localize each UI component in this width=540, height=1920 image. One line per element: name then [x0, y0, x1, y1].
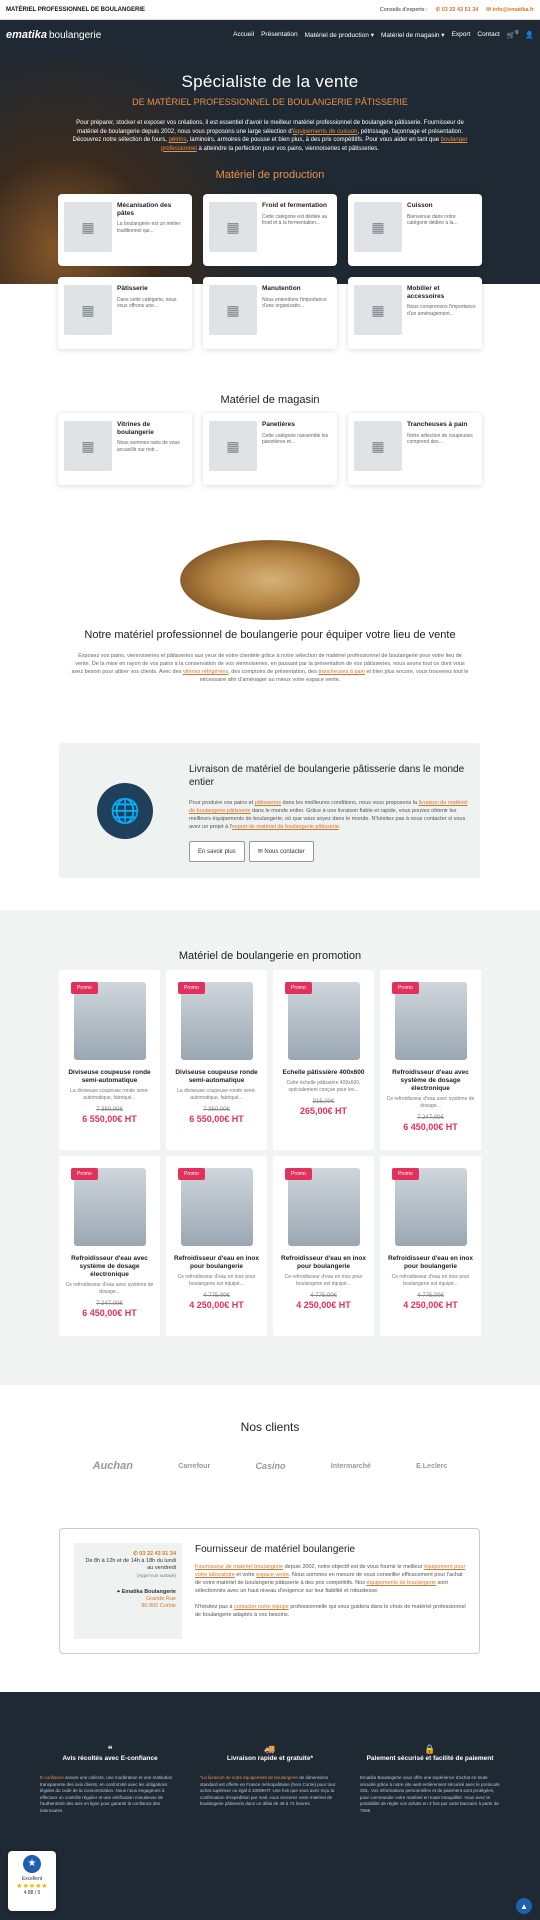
footer-col-payment: 🔒 Paiement sécurisé et facilité de paiement Ematika Boulangerie vous offre une expérience d'achat en toute sécurité grâce à notre site web entièrement sécurisé avec le protocole SSL. Vos informations personnelles et de paiement sont protégées, pour commander votre matériel en toute tranquillité. Vous avez la possibilité de régler vos achats en 3 fois par carte bancaire à partir de 750€. [360, 1744, 500, 1813]
link-espace-vente[interactable]: espace vente [256, 1572, 289, 1578]
product-desc: La diviseuse coupeuse ronde semi-automatique, fabriqué... [177, 1088, 256, 1101]
product-name: Refroidisseur d'eau en inox pour boulangerie [281, 1255, 366, 1270]
link-contacter[interactable]: contacter notre équipe [233, 1604, 289, 1610]
location-icon: ⌖ [116, 1589, 122, 1595]
category-image: ▦ [354, 285, 402, 335]
site-logo[interactable]: ematika boulangerie [6, 29, 102, 41]
category-image: ▦ [64, 421, 112, 471]
experts-label: Conseils d'experts : [379, 6, 428, 13]
contact-info [380, 7, 534, 13]
casino-logo: Casino [255, 1461, 286, 1471]
promo-badge: Promo [178, 1168, 205, 1180]
product-name: Echelle pâtissière 400x600 [282, 1069, 365, 1076]
phone-icon: ✆ [133, 1551, 140, 1557]
arrow-up-icon: ▲ [520, 1901, 528, 1911]
email-link[interactable]: ✉ info@ematika.fr [486, 6, 534, 13]
hero-text: Pour préparer, stocker et exposer vos créations, il est essentiel d'avoir le meilleur matériel professionnel de boulangerie pâtisserie. Fournisseur de matériel de boulangerie depuis 2002, nous vous proposons une large sélection d'équipements de cuisson, pétrissage, façonnage et présentation. Découvrez notre sélection de fours, pétrins, laminoirs, armoires de pousse et bien plus, à des prix compétitifs. Pour vous aider en tant que boulanger professionnel à atteindre la perfection pour vos pains, viennoiseries et pâtisseries. [72, 120, 468, 152]
nav-contact[interactable]: Contact [477, 31, 500, 39]
old-price: 4 775,00€ [417, 1293, 444, 1299]
product-card[interactable] [273, 970, 374, 1150]
old-price: 4 775,00€ [203, 1293, 230, 1299]
nav-accueil[interactable]: Accueil [233, 31, 255, 39]
phone-icon: ✆ [435, 6, 442, 13]
fournisseur-title: Fournisseur de matériel boulangerie [195, 1544, 356, 1555]
new-price: 4 250,00€ HT [296, 1300, 351, 1310]
cart-count: 0 [515, 30, 519, 37]
production-title: Matériel de production [215, 169, 325, 181]
site-tagline: MATÉRIEL PROFESSIONNEL DE BOULANGERIE [6, 6, 146, 13]
contact-box [74, 1543, 182, 1639]
call-note: (Appel non surtaxé) [136, 1573, 176, 1578]
product-name: Diviseuse coupeuse ronde semi-automatique [68, 1069, 151, 1084]
nav-production[interactable]: Matériel de production ▾ [304, 31, 374, 39]
product-name: Refroidisseur d'eau avec système de dosage électronique [71, 1255, 148, 1278]
link-fournisseur[interactable]: Fournisseur de matériel boulangerie [195, 1564, 284, 1570]
phone-link[interactable]: ✆ 03 22 43 51 34 [435, 6, 479, 13]
stars-icon: ★★★★★ [16, 1883, 48, 1890]
promo-products [59, 970, 481, 1336]
lock-icon: 🔒 [424, 1744, 436, 1754]
auchan-logo: Auchan [92, 1460, 133, 1472]
intermarche-logo: Intermarché [330, 1462, 371, 1470]
product-desc: Ce refroidisseur d'eau avec système de dosage... [386, 1096, 475, 1109]
category-card[interactable]: ▦ Froid et fermentation Cette catégorie est dédiée au froid et à la fermentation... [203, 194, 337, 266]
category-card[interactable]: ▦ Manutention Nous entendons l'importance d'une organisatio... [203, 277, 337, 349]
opening-hours: De 8h à 12h et de 14h à 18h du lundi au vendredi [85, 1558, 176, 1571]
bread-image [180, 540, 360, 620]
product-card[interactable] [166, 1156, 267, 1336]
fournisseur-section [59, 1528, 480, 1654]
equip-section [70, 628, 470, 684]
link-equipements[interactable]: équipements de boulangerie [366, 1580, 436, 1586]
client-logos [70, 1460, 470, 1472]
production-cards [58, 194, 482, 349]
livraison-text: Pour produire vos pains et pâtisseries dans les meilleures conditions, nous vous proposons la livraison de matériel de boulangerie pâtisserie dans le monde entier. Grâce à une livraison fiable et rapide, vous pouvez obtenir les meilleurs équipements de boulangerie, où que vous soyez dans le monde. N'hésitez pas à nous contacter si vous avez un projet à l'export de matériel de boulangerie pâtisserie. [189, 800, 468, 830]
category-image: ▦ [354, 421, 402, 471]
new-price: 6 550,00€ HT [189, 1114, 244, 1124]
product-name: Refroidisseur d'eau en inox pour boulangerie [388, 1255, 473, 1270]
promo-badge: Promo [285, 982, 312, 994]
nav-magasin[interactable]: Matériel de magasin ▾ [380, 31, 445, 39]
equip-text: Exposez vos pains, viennoiseries et pâtisseries aux yeux de votre clientèle grâce à notre sélection de matériel professionnel de boulangerie pour votre lieu de vente. De la mise en rayon de vos pains à la conservation de vos viennoiseries, en passant par la présentation de vos pâtisseries, nous avons tout ce dont vous avez besoin pour attirer vos clients. Avec des vitrines réfrigérées, des comptoirs de présentation, des trancheuses à pain et bien plus encore, vous trouverez tout le nécessaire afin d'aménager au mieux votre espace vente. [71, 653, 469, 683]
badge-label: Excellent [21, 1876, 43, 1882]
magasin-title: Matériel de magasin [220, 394, 320, 406]
product-card[interactable] [59, 970, 160, 1150]
nav-presentation[interactable]: Présentation [261, 31, 298, 39]
fournisseur-contact-text: N'hésitez pas à contacter notre équipe professionnelle qui vous guidera dans le choix de matériel professionnel de boulangerie adaptés à vos besoins. [195, 1604, 466, 1618]
badge-rating: 4.88 / 5 [23, 1890, 41, 1896]
new-price: 4 250,00€ HT [403, 1300, 458, 1310]
truck-icon: 🚚 [264, 1744, 276, 1754]
category-image: ▦ [209, 421, 257, 471]
link-trancheuses[interactable]: trancheuses à pain [318, 669, 365, 675]
link-petrins[interactable]: pétrins [168, 137, 187, 143]
product-desc: Cette échelle pâtissière 400x600, spécialement conçue pour les... [286, 1080, 361, 1093]
nav-export[interactable]: Export [451, 31, 471, 39]
product-desc: Ce refroidisseur d'eau en inox pour boulangerie est équipé... [177, 1274, 256, 1287]
link-export[interactable]: export de matériel de boulangerie pâtisserie [231, 824, 339, 830]
product-card[interactable] [273, 1156, 374, 1336]
new-price: 6 450,00€ HT [82, 1308, 137, 1318]
old-price: 7 247,00€ [417, 1115, 444, 1121]
company-name: ⌖ Ematika Boulangerie [116, 1589, 176, 1595]
category-image: ▦ [64, 202, 112, 252]
contact-button[interactable]: ✉ Nous contacter [249, 841, 314, 862]
contact-phone[interactable]: ✆ 03 22 43 51 34 [133, 1551, 176, 1557]
clients-title: Nos clients [240, 1420, 300, 1434]
mail-icon: ✉ [257, 849, 265, 855]
product-name: Refroidisseur d'eau en inox pour boulangerie [174, 1255, 259, 1270]
quote-icon: ❝ [107, 1744, 113, 1754]
clients-section [0, 1420, 540, 1472]
product-desc: Ce refroidisseur d'eau en inox pour boulangerie est équipé... [284, 1274, 363, 1287]
city: 80 800 Corbie [141, 1603, 176, 1609]
promo-badge: Promo [285, 1168, 312, 1180]
old-price: 4 775,00€ [310, 1293, 337, 1299]
delivery-globe-icon: 🌐 [97, 783, 153, 839]
main-navbar [0, 20, 540, 50]
fournisseur-content [195, 1544, 470, 1619]
promo-badge: Promo [71, 982, 98, 994]
category-card[interactable]: ▦ Cuisson Bienvenue dans notre catégorie dédiée à la... [348, 194, 482, 266]
hero-subtitle: DE MATÉRIEL PROFESSIONNEL DE BOULANGERIE PÂTISSERIE [132, 97, 408, 107]
promo-badge: Promo [71, 1168, 98, 1180]
category-card[interactable]: ▦ Trancheuses à pain Notre sélection de coupeuses comprend des... [348, 413, 482, 485]
category-card[interactable]: ▦ Mécanisation des pâtes La boulangerie est un métier traditionnel qui... [58, 194, 192, 266]
product-desc: Ce refroidisseur d'eau avec système de dosage... [65, 1282, 154, 1295]
product-card[interactable] [380, 970, 481, 1150]
hero-title: Spécialiste de la vente [181, 72, 359, 91]
footer [0, 1692, 540, 1920]
scroll-top-button[interactable] [516, 1898, 532, 1914]
top-bar [0, 0, 540, 20]
category-image: ▦ [64, 285, 112, 335]
livraison-section [59, 743, 480, 878]
old-price: 7 350,00€ [203, 1107, 230, 1113]
magasin-cards [58, 413, 482, 485]
product-card[interactable] [166, 970, 267, 1150]
link-laboratoire[interactable]: équipement pour votre laboratoire [195, 1564, 466, 1578]
product-desc: Ce refroidisseur d'eau en inox pour boulangerie est équipé... [391, 1274, 470, 1287]
link-vitrines[interactable]: vitrines réfrigérées [182, 669, 229, 675]
promo-badge: Promo [392, 982, 419, 994]
cart-icon[interactable]: 🛒$^0$ [506, 30, 519, 40]
fournisseur-text: Fournisseur de matériel boulangerie depuis 2002, notre objectif est de vous fournir le meilleur équipement pour votre laboratoire et votre espace vente. Nous sommes en mesure de vous conseiller efficacement pour l'achat de votre matériel de boulangerie pâtisserie à des prix compétitifs. Nos équipements de boulangerie sont sélectionnés avec un haut niveau d'exigence sur leur fiabilité et robustesse. [195, 1564, 466, 1594]
new-price: 265,00€ HT [299, 1106, 348, 1116]
mail-icon: ✉ [486, 6, 493, 13]
category-image: ▦ [209, 285, 257, 335]
account-icon[interactable]: 👤 [525, 31, 534, 39]
link-boulanger[interactable]: boulanger professionnel [161, 137, 468, 152]
old-price: 7 350,00€ [96, 1107, 123, 1113]
old-price: 315,00€ [312, 1099, 335, 1105]
old-price: 7 247,00€ [96, 1301, 123, 1307]
link-patisseries[interactable]: pâtisseries [254, 800, 282, 806]
category-card[interactable]: ▦ Pâtisserie Dans cette catégorie, nous vous offrons une... [58, 277, 192, 349]
link-livraison[interactable]: livraison de matériel de boulangerie pâtisserie [189, 800, 468, 814]
leclerc-logo: E.Leclerc [416, 1462, 448, 1470]
category-image: ▦ [209, 202, 257, 252]
livraison-title: Livraison de matériel de boulangerie pâtisserie dans le monde entier [189, 764, 465, 788]
street: Grande Rue [146, 1596, 176, 1602]
new-price: 6 450,00€ HT [403, 1122, 458, 1132]
econfiance-icon: ★ [23, 1855, 41, 1873]
equip-title: Notre matériel professionnel de boulangerie pour équiper votre lieu de vente [84, 629, 456, 641]
category-card[interactable]: ▦ Panetières Cette catégorie rassemble les panetières et... [203, 413, 337, 485]
more-button[interactable]: En savoir plus [189, 841, 245, 862]
category-card[interactable]: ▦ Vitrines de boulangerie Nous sommes ravis de vous accueillir sur notr... [58, 413, 192, 485]
new-price: 6 550,00€ HT [82, 1114, 137, 1124]
category-card[interactable]: ▦ Mobilier et accessoires Nous comprenons l'importance d'un aménagement... [348, 277, 482, 349]
footer-col-reviews: ❝ Avis récoltés avec E-confiance E-confiance assure une collecte, une modération et une restitution transparente des avis clients, en conformité avec les obligations légales du code de la consommation. Nous nous engageons à effectuer un contrôle régulier et une vérification minutieuse de l'authenticité des avis en ligne pour garantir la confiance des internautes. [40, 1744, 180, 1814]
review-badge[interactable] [8, 1851, 56, 1911]
new-price: 4 250,00€ HT [189, 1300, 244, 1310]
product-card[interactable] [59, 1156, 160, 1336]
product-desc: La diviseuse coupeuse ronde semi-automatique, fabriqué... [70, 1088, 149, 1101]
product-card[interactable] [380, 1156, 481, 1336]
product-name: Diviseuse coupeuse ronde semi-automatique [175, 1069, 258, 1084]
carrefour-logo: Carrefour [178, 1462, 211, 1470]
footer-col-delivery: 🚚 Livraison rapide et gratuite* *La livraison de votre équipement de boulangerie de dimensions standard est offerte en France métropolitaine (hors Corse) pour tout achat supérieur ou égal à 1000€HT. Une fois que vous avez reçu la confirmation d'expédition par mail, vous recevrez votre matériel de boulangerie pâtisserie dans un délai de 48 à 72 heures. [200, 1744, 340, 1814]
product-name: Refroidisseur d'eau avec système de dosage électronique [392, 1069, 469, 1092]
link-cuisson[interactable]: équipements de cuisson [292, 128, 358, 135]
promo-badge: Promo [392, 1168, 419, 1180]
category-image: ▦ [354, 202, 402, 252]
promo-badge: Promo [178, 982, 205, 994]
nav-menu [233, 30, 534, 39]
promo-title: Matériel de boulangerie en promotion [178, 950, 362, 962]
